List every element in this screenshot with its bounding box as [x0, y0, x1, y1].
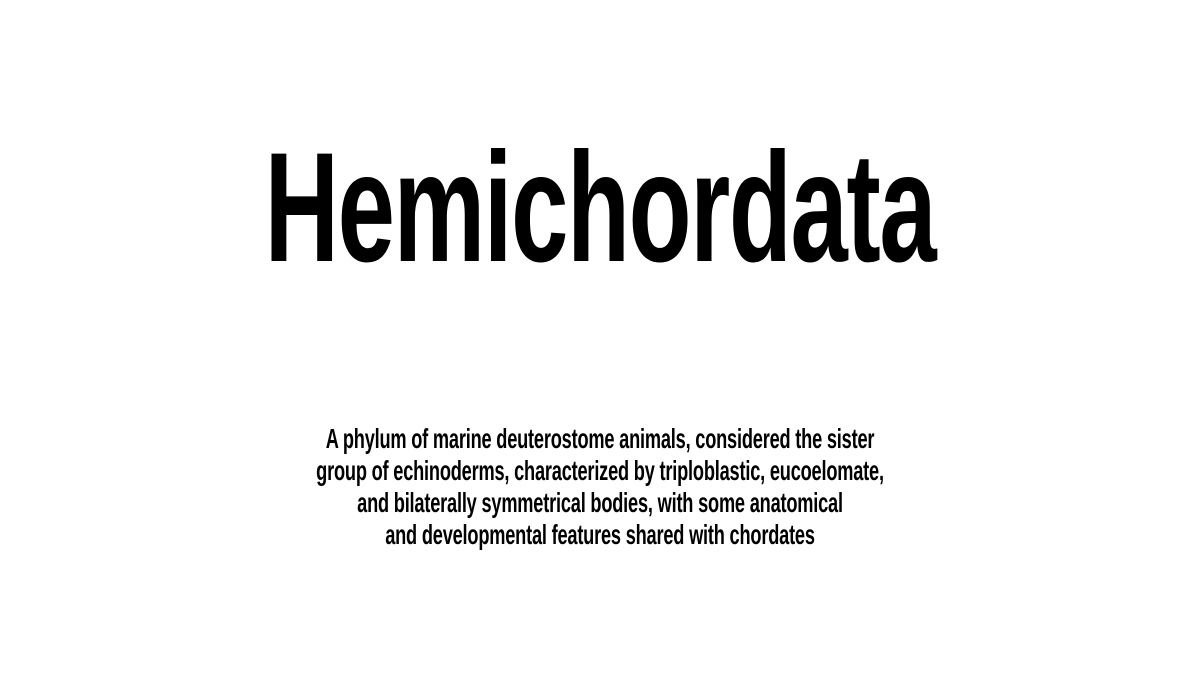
definition-line: and bilaterally symmetrical bodies, with some anatomical	[357, 487, 843, 518]
definition-line: and developmental features shared with chordates	[385, 519, 815, 550]
definition-line: A phylum of marine deuterostome animals, considered the sister	[325, 423, 875, 454]
definition-line: group of echinoderms, characterized by triploblastic, eucoelomate,	[316, 455, 884, 486]
term-definition	[210, 423, 990, 551]
term-title: Hemichordata	[264, 121, 936, 295]
